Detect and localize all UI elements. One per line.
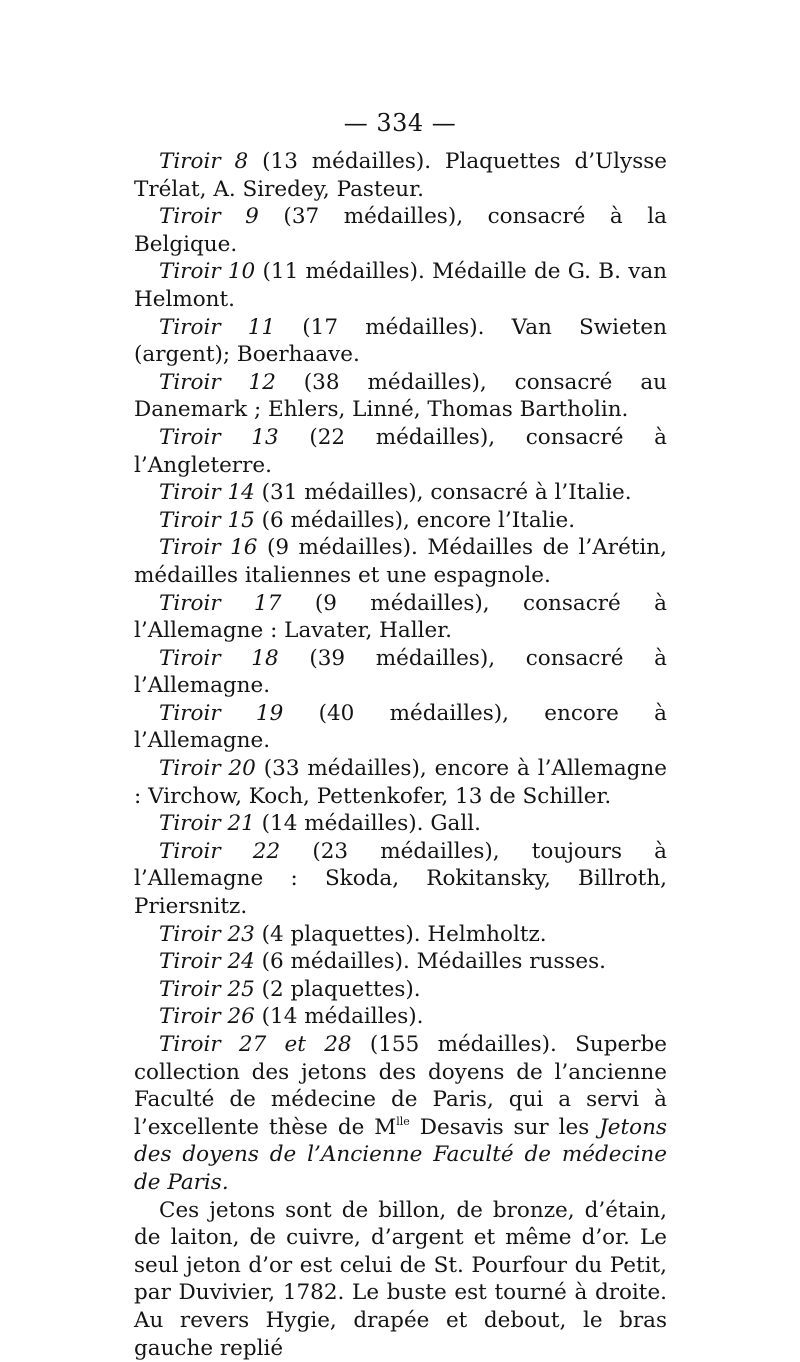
entry-number: 22 [252, 838, 281, 864]
superscript-lle: lle [396, 1114, 410, 1128]
entry-text: (23 médailles), toujours à l’Allemagne : Skoda, Rokitansky, Billroth, Priersnitz. [134, 838, 667, 920]
entry-label: Tiroir [159, 976, 221, 1002]
entry-tiroir-9 [134, 203, 667, 258]
entry-text: (17 médailles). Van Swieten (argent); Boerhaave. [134, 314, 667, 368]
entry-label: Tiroir [159, 535, 221, 561]
entry-tiroir-10 [134, 258, 667, 313]
entry-tiroir-18 [134, 645, 667, 700]
entry-number: 14 [227, 480, 255, 506]
entry-text: (14 médailles). [254, 1004, 424, 1030]
entry-tiroir-12 [134, 369, 667, 424]
entry-text: (22 médailles), consacré à l’Angleterre. [134, 424, 667, 478]
entry-number: 18 [251, 645, 279, 671]
entry-number: 17 [254, 590, 282, 616]
entry-text: (13 médailles). Plaquettes d’Ulysse Trélat, A. Siredey, Pasteur. [134, 149, 667, 202]
entry-tiroir-25 [134, 976, 667, 1004]
entry-label: Tiroir [159, 1004, 221, 1030]
entry-text: (155 médailles). Superbe collection des jetons des doyens de l’ancienne Faculté de médecine de Paris, qui a servi à l’excellente thèse de M [134, 1032, 667, 1140]
closing-paragraph: Ces jetons sont de billon, de bronze, d’étain, de laiton, de cuivre, d’argent et même d’or. Le seul jeton d’or est celui de St. Pourfour du Petit, par Duvivier, 1782. Le buste est tourné à droite. Au revers Hygie, drapée et debout, le bras gauche replié [134, 1197, 667, 1361]
entry-number: 16 [230, 535, 258, 561]
entry-number: 11 [247, 314, 276, 340]
entry-tiroir-11 [134, 314, 667, 369]
entry-label: Tiroir [159, 756, 221, 782]
entry-label: Tiroir [159, 921, 221, 947]
entry-text: (39 médailles), consacré à l’Allemagne. [134, 645, 667, 699]
entry-tiroir-21 [134, 810, 667, 838]
entry-tiroir-23 [134, 921, 667, 949]
page-number: — 334 — [343, 109, 457, 137]
entry-tiroir-24 [134, 948, 667, 976]
entry-tiroir-27-28 [134, 1031, 667, 1197]
entry-tiroir-22 [134, 838, 667, 921]
entry-number: 12 [248, 369, 276, 395]
entry-label: Tiroir [159, 369, 221, 395]
entry-number: 24 [227, 949, 255, 975]
entry-text: (6 médailles). Médailles russes. [254, 949, 606, 975]
entry-text: (31 médailles), consacré à l’Italie. [254, 480, 632, 506]
entry-tiroir-13 [134, 424, 667, 479]
entry-tiroir-19 [134, 700, 667, 755]
entry-label: Tiroir [159, 590, 221, 616]
entry-label: Tiroir [159, 507, 221, 533]
thesis-title: Jetons des doyens de l’Ancienne Faculté de médecine de Paris. [134, 1114, 667, 1195]
entry-label: Tiroir [159, 949, 221, 975]
entry-tiroir-15 [134, 507, 667, 535]
entry-number: 8 [234, 149, 249, 174]
entry-number: 23 [227, 921, 255, 947]
entry-text: (37 médailles), consacré à la Belgique. [134, 204, 667, 257]
entry-label: Tiroir [159, 204, 221, 230]
entry-label: Tiroir [159, 149, 221, 174]
entry-tiroir-14 [134, 479, 667, 507]
entry-label: Tiroir [159, 480, 221, 506]
entry-text: (9 médailles), consacré à l’Allemagne : Lavater, Haller. [134, 590, 668, 644]
entry-label: Tiroir [159, 838, 221, 864]
entry-number: 15 [227, 507, 255, 533]
entry-text: (33 médailles), encore à l’Allemagne : Virchow, Koch, Pettenkofer, 13 de Schiller. [134, 756, 667, 809]
text-block [134, 148, 667, 1362]
entry-label: Tiroir [159, 424, 221, 450]
entry-number: 10 [227, 259, 256, 285]
entry-number: 20 [228, 756, 256, 782]
entry-text: (38 médailles), consacré au Danemark ; Ehlers, Linné, Thomas Bartholin. [134, 369, 667, 423]
entry-tiroir-17 [134, 590, 667, 645]
entry-tiroir-20 [134, 755, 667, 810]
entry-text: (6 médailles), encore l’Italie. [254, 507, 576, 533]
entry-tiroir-26 [134, 1003, 667, 1031]
entry-label: Tiroir [159, 700, 221, 726]
entry-number: 21 [227, 811, 255, 837]
entry-text: (14 médailles). Gall. [254, 811, 481, 837]
entry-label: Tiroir [159, 645, 221, 671]
entry-number: 9 [245, 204, 259, 230]
entry-number: 13 [251, 424, 279, 450]
entry-tiroir-16 [134, 534, 667, 589]
entry-number: 25 [227, 976, 255, 1002]
entry-text: (2 plaquettes). [254, 976, 421, 1002]
entry-label: Tiroir 27 et 28 [159, 1032, 352, 1057]
entry-text: (40 médailles), encore à l’Allemagne. [134, 700, 667, 754]
entry-label: Tiroir [159, 811, 221, 837]
entry-tiroir-8 [134, 148, 667, 203]
entry-text: (4 plaquettes). Helmholtz. [254, 921, 547, 947]
entry-number: 19 [255, 700, 284, 726]
entry-text: (9 médailles). Médailles de l’Arétin, médailles italiennes et une espagnole. [134, 535, 667, 588]
entry-label: Tiroir [159, 314, 221, 340]
entry-text-continued: Desavis sur les [409, 1114, 600, 1140]
entry-text: (11 médailles). Médaille de G. B. van Helmont. [134, 259, 668, 312]
entry-number: 26 [227, 1004, 255, 1030]
entry-label: Tiroir [159, 259, 221, 285]
